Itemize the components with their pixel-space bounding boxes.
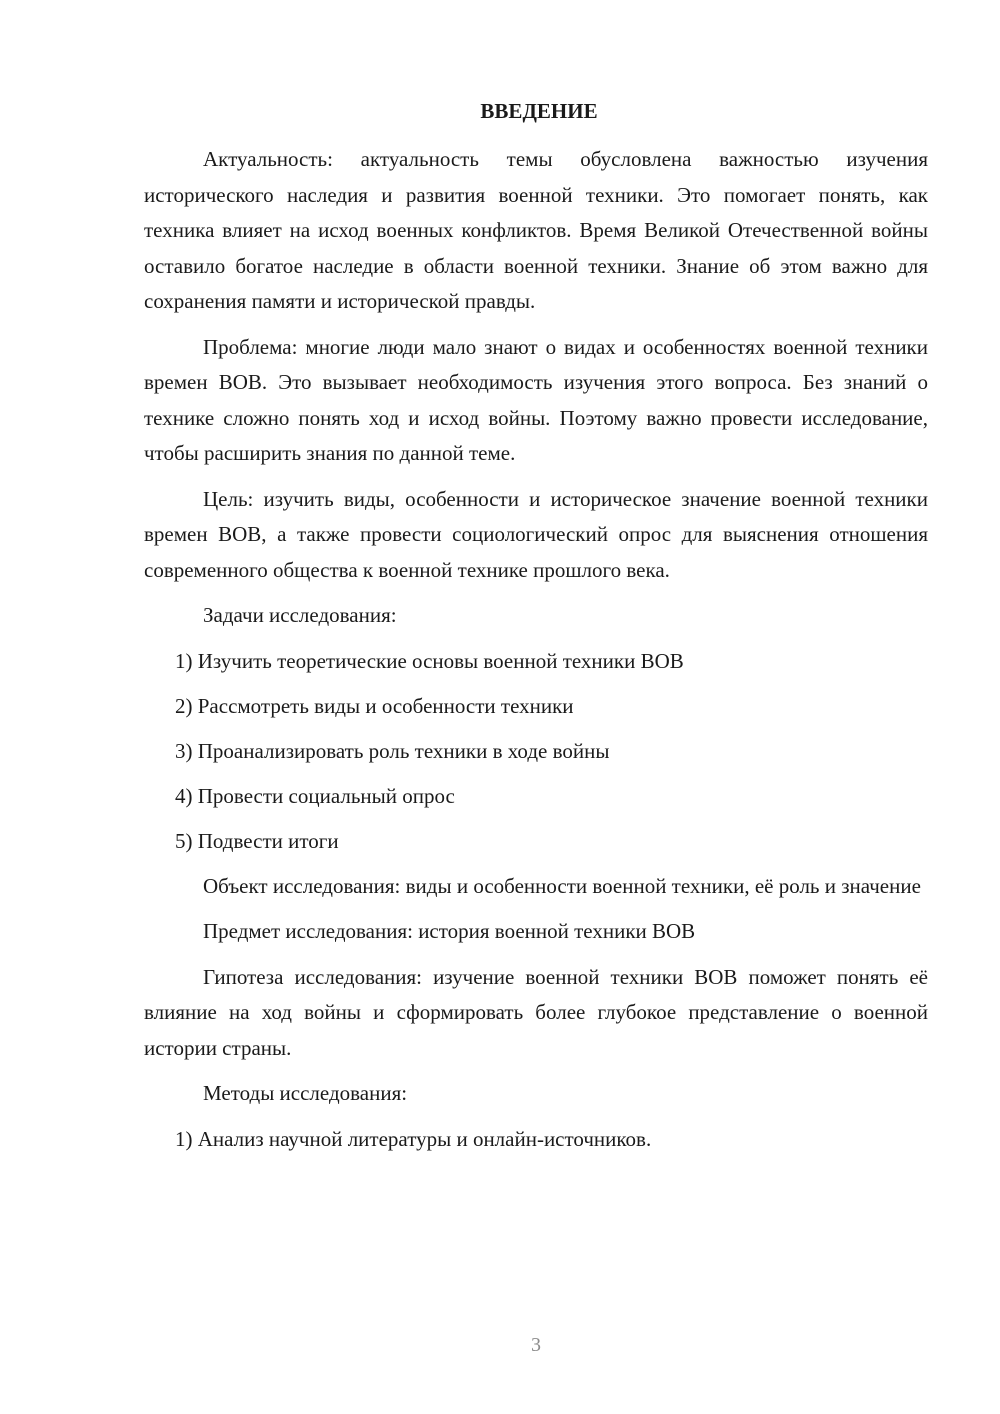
methods-heading: Методы исследования: bbox=[203, 1081, 408, 1105]
list-item: 5) Подвести итоги bbox=[175, 828, 339, 853]
page-number: 3 bbox=[531, 1334, 541, 1356]
list-item: 1) Анализ научной литературы и онлайн-источников. bbox=[175, 1126, 652, 1151]
goal-paragraph: Цель: изучить виды, особенности и историческое значение военной техники времен ВОВ, а также провести социологический опрос для выяснения отношения современного общества к военной технике прошлого века. bbox=[144, 486, 928, 582]
tasks-heading: Задачи исследования: bbox=[203, 603, 397, 627]
methods-list bbox=[144, 1122, 928, 1158]
page-content bbox=[144, 94, 928, 1167]
tasks-list bbox=[144, 644, 928, 860]
hypothesis-paragraph: Гипотеза исследования: изучение военной техники ВОВ поможет понять её влияние на ход войны и сформировать более глубокое представление о военной истории страны. bbox=[144, 964, 928, 1060]
list-item: 4) Провести социальный опрос bbox=[175, 783, 455, 808]
relevance-paragraph: Актуальность: актуальность темы обусловлена важностью изучения исторического наследия и развития военной техники. Это помогает понять, как техника влияет на исход военных конфликтов. Время Великой Отечественной войны оставило богатое наследие в области военной техники. Знание об этом важно для сохранения памяти и исторической правды. bbox=[144, 147, 928, 313]
object-paragraph: Объект исследования: виды и особенности военной техники, её роль и значение bbox=[203, 873, 921, 898]
list-item: 3) Проанализировать роль техники в ходе войны bbox=[175, 738, 610, 763]
list-item: 1) Изучить теоретические основы военной техники ВОВ bbox=[175, 648, 684, 673]
page-title: ВВЕДЕНИЕ bbox=[480, 99, 598, 123]
problem-paragraph: Проблема: многие люди мало знают о видах и особенностях военной техники времен ВОВ. Это вызывает необходимость изучения этого вопроса. Без знаний о технике сложно понять ход и исход войны. Поэтому важно провести исследование, чтобы расширить знания по данной теме. bbox=[144, 334, 928, 465]
subject-paragraph: Предмет исследования: история военной техники ВОВ bbox=[203, 919, 696, 943]
list-item: 2) Рассмотреть виды и особенности техники bbox=[175, 693, 574, 718]
